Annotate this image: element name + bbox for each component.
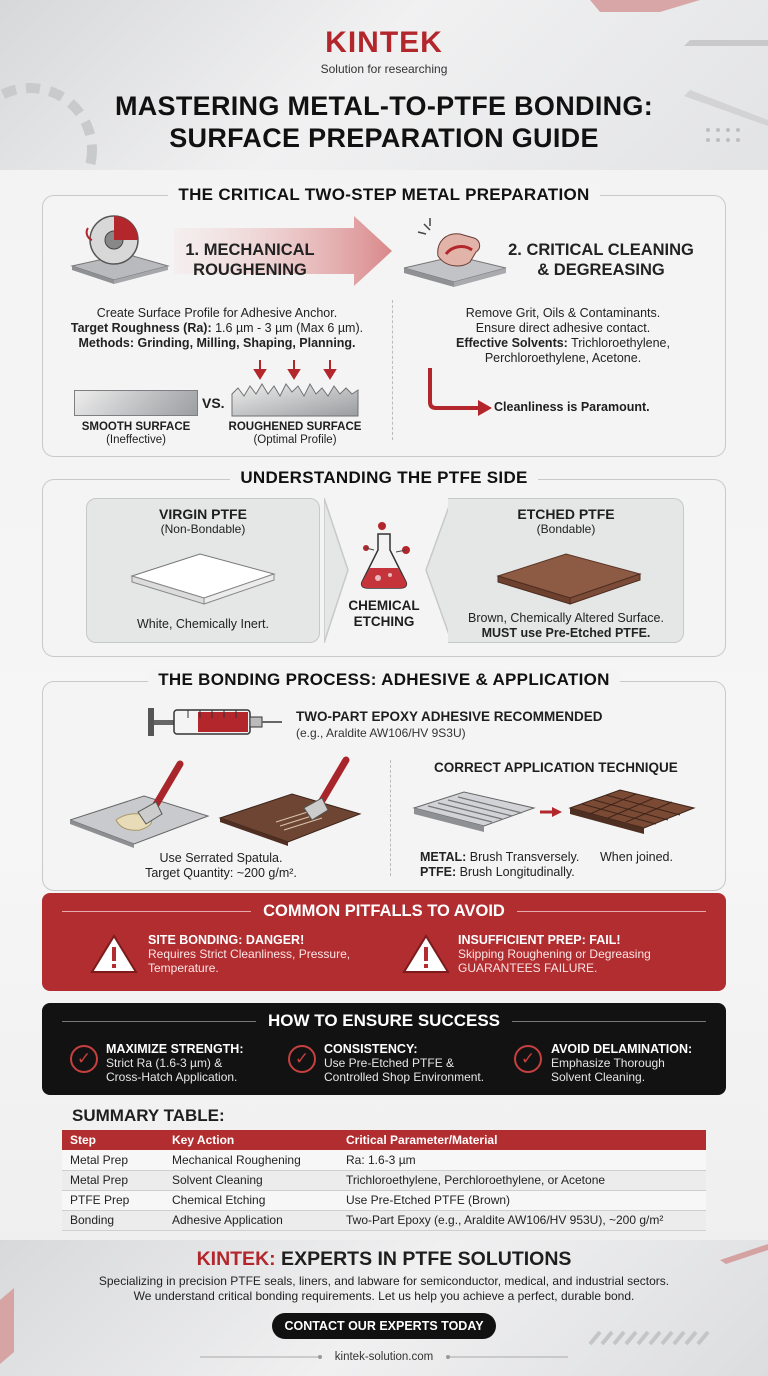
- step2-description: [418, 306, 708, 366]
- bonding-divider: [390, 760, 391, 876]
- spatula-caption: [96, 851, 346, 881]
- methods-label: Methods:: [78, 336, 135, 350]
- table-cell: Bonding: [62, 1210, 164, 1230]
- pitfall-text: Requires Strict Cleanliness, Pressure,: [148, 947, 351, 961]
- rough-label: ROUGHENED SURFACE: [228, 421, 362, 433]
- success-title: HOW TO ENSURE SUCCESS: [256, 1011, 512, 1031]
- solvents-label: Effective Solvents:: [456, 336, 568, 350]
- bonding-title-wrap: [42, 670, 726, 690]
- table-cell: Solvent Cleaning: [164, 1170, 338, 1190]
- etched-ptfe-sheet: [494, 546, 644, 612]
- flask-icon: [352, 520, 416, 592]
- technique-caption: [420, 850, 620, 880]
- table-cell: Adhesive Application: [164, 1210, 338, 1230]
- table-cell: Use Pre-Etched PTFE (Brown): [338, 1190, 706, 1210]
- ptfe-label: PTFE:: [420, 865, 457, 879]
- spatula-line1: Use Serrated Spatula.: [159, 851, 283, 865]
- success-heading: CONSISTENCY:: [324, 1042, 418, 1056]
- step1-description: [50, 306, 384, 351]
- metal-label: METAL:: [420, 850, 467, 864]
- step2-title-line2: & DEGREASING: [537, 261, 665, 279]
- success-item-delamination: [551, 1042, 721, 1084]
- step2-title: [496, 240, 706, 280]
- check-icon: ✓: [288, 1045, 316, 1073]
- step2-line1: Remove Grit, Oils & Contaminants.: [465, 306, 661, 320]
- smooth-surface-caption: [66, 421, 206, 447]
- wiping-hand-icon: [400, 216, 510, 290]
- success-item-strength: [106, 1042, 276, 1084]
- footer-line1: Specializing in precision PTFE seals, liners, and labware for semiconductor, medical, and industrial sectors.: [98, 1274, 670, 1288]
- ptfe-technique: [420, 865, 620, 880]
- table-cell: Mechanical Roughening: [164, 1150, 338, 1170]
- etched-sub: (Bondable): [536, 522, 596, 536]
- metal-prep-title-wrap: [42, 185, 726, 205]
- brand-tagline: Solution for researching: [320, 62, 448, 76]
- table-cell: Metal Prep: [62, 1150, 164, 1170]
- bonding-title: THE BONDING PROCESS: ADHESIVE & APPLICATION: [148, 670, 619, 690]
- check-icon: ✓: [514, 1045, 542, 1073]
- footer-brand: KINTEK:: [196, 1248, 276, 1270]
- metal-prep-divider: [392, 300, 393, 440]
- warning-icon: [402, 933, 450, 975]
- page-title: [0, 90, 768, 154]
- table-header-cell: Critical Parameter/Material: [338, 1130, 706, 1150]
- metal-text: Brush Transversely.: [466, 850, 580, 864]
- metal-technique: [420, 850, 620, 865]
- contact-button[interactable]: CONTACT OUR EXPERTS TODAY: [272, 1313, 496, 1339]
- solvents-value2: Perchloroethylene, Acetone.: [484, 351, 642, 365]
- roughness-label: Target Roughness (Ra):: [70, 321, 212, 335]
- step2-line2: Ensure direct adhesive contact.: [475, 321, 651, 335]
- pitfall-text: GUARANTEES FAILURE.: [458, 961, 598, 975]
- success-heading: MAXIMIZE STRENGTH:: [106, 1042, 244, 1056]
- etched-title: ETCHED PTFE: [517, 506, 615, 522]
- check-icon: ✓: [70, 1045, 98, 1073]
- warning-icon: [90, 933, 138, 975]
- etched-ptfe-header: [448, 506, 684, 536]
- cleanliness-callout: Cleanliness is Paramount.: [494, 400, 650, 414]
- pitfall-item-insufficient-prep: [458, 933, 708, 975]
- joined-caption: When joined.: [600, 850, 673, 864]
- pitfall-heading: SITE BONDING: DANGER!: [148, 933, 305, 947]
- success-text: Cross-Hatch Application.: [106, 1070, 238, 1084]
- step1-desc-line: Create Surface Profile for Adhesive Anchor.: [96, 306, 338, 320]
- ptfe-title: UNDERSTANDING THE PTFE SIDE: [230, 468, 537, 488]
- footer-headline: [0, 1248, 768, 1271]
- table-row: [62, 1190, 706, 1210]
- pitfalls-title-wrap: [42, 902, 726, 921]
- pitfalls-title: COMMON PITFALLS TO AVOID: [251, 902, 517, 921]
- pitfall-text: Temperature.: [148, 961, 219, 975]
- ptfe-text: Brush Longitudinally.: [456, 865, 575, 879]
- etching-line1: CHEMICAL: [348, 598, 420, 613]
- ptfe-title-wrap: [42, 468, 726, 488]
- callout-arrow-icon: [424, 366, 496, 416]
- chemical-etching-label: [334, 598, 434, 630]
- virgin-title: VIRGIN PTFE: [159, 506, 247, 522]
- table-cell: PTFE Prep: [62, 1190, 164, 1210]
- footer-headline-text: EXPERTS IN PTFE SOLUTIONS: [275, 1248, 572, 1270]
- vs-label: VS.: [202, 395, 225, 411]
- page-title-line1: MASTERING METAL-TO-PTFE BONDING:: [114, 91, 654, 121]
- step1-roughness: [50, 321, 384, 336]
- success-text: Emphasize Thorough: [551, 1056, 665, 1070]
- step1-title-line2: ROUGHENING: [193, 261, 307, 279]
- step2-solvents: [418, 336, 708, 351]
- adhesive-example: (e.g., Araldite AW106/HV 9S3U): [296, 726, 466, 740]
- virgin-ptfe-header: [86, 506, 320, 536]
- grinder-icon: [66, 210, 170, 286]
- methods-value: Grinding, Milling, Shaping, Planning.: [134, 336, 356, 350]
- page-title-line2: SURFACE PREPARATION GUIDE: [169, 123, 599, 153]
- success-text: Strict Ra (1.6-3 µm) &: [106, 1056, 223, 1070]
- table-header-row: [62, 1130, 706, 1150]
- success-title-wrap: [42, 1011, 726, 1031]
- solvents-value: Trichloroethylene,: [567, 336, 670, 350]
- etched-must: MUST use Pre-Etched PTFE.: [481, 626, 651, 640]
- summary-table: [62, 1130, 706, 1231]
- etched-desc: Brown, Chemically Altered Surface.: [468, 611, 664, 625]
- table-cell: Ra: 1.6-3 µm: [338, 1150, 706, 1170]
- step1-title: [170, 240, 330, 280]
- table-cell: Two-Part Epoxy (e.g., Araldite AW106/HV 953U), ~200 g/m²: [338, 1210, 706, 1230]
- website-link[interactable]: kintek-solution.com: [334, 1351, 434, 1363]
- application-technique-illustration: [410, 778, 700, 842]
- footer-description: [10, 1274, 758, 1304]
- table-row: [62, 1170, 706, 1190]
- metal-prep-title: THE CRITICAL TWO-STEP METAL PREPARATION: [168, 185, 599, 205]
- table-header-cell: Key Action: [164, 1130, 338, 1150]
- spatula-illustration: [70, 752, 410, 848]
- success-text: Controlled Shop Environment.: [324, 1070, 485, 1084]
- technique-title: CORRECT APPLICATION TECHNIQUE: [434, 760, 678, 775]
- success-item-consistency: [324, 1042, 514, 1084]
- brand-logo: KINTEK: [325, 26, 443, 59]
- step2-title-line1: 2. CRITICAL CLEANING: [508, 241, 694, 259]
- table-row: [62, 1150, 706, 1170]
- summary-title: SUMMARY TABLE:: [72, 1106, 225, 1125]
- success-heading: AVOID DELAMINATION:: [551, 1042, 693, 1056]
- spatula-line2: Target Quantity: ~200 g/m².: [145, 866, 297, 880]
- step1-title-line1: 1. MECHANICAL: [185, 241, 315, 259]
- pitfall-item-site-bonding: [148, 933, 378, 975]
- roughness-value: 1.6 µm - 3 µm (Max 6 µm).: [211, 321, 364, 335]
- success-text: Use Pre-Etched PTFE &: [324, 1056, 455, 1070]
- syringe-icon: [148, 704, 284, 740]
- adhesive-title: TWO-PART EPOXY ADHESIVE RECOMMENDED: [296, 709, 603, 724]
- etching-line2: ETCHING: [353, 614, 415, 629]
- virgin-ptfe-sheet: [128, 546, 278, 612]
- table-cell: Chemical Etching: [164, 1190, 338, 1210]
- rough-surface-illustration: [230, 358, 360, 418]
- table-row: [62, 1210, 706, 1230]
- pitfall-text: Skipping Roughening or Degreasing: [458, 947, 651, 961]
- table-cell: Metal Prep: [62, 1170, 164, 1190]
- smooth-note: (Ineffective): [106, 434, 166, 446]
- rough-note: (Optimal Profile): [253, 434, 337, 446]
- virgin-desc: White, Chemically Inert.: [137, 617, 269, 631]
- success-text: Solvent Cleaning.: [551, 1070, 646, 1084]
- smooth-surface-illustration: [74, 390, 198, 416]
- table-cell: Trichloroethylene, Perchloroethylene, or Acetone: [338, 1170, 706, 1190]
- footer-line2: We understand critical bonding requirements. Let us help you achieve a perfect, durable bond.: [133, 1289, 635, 1303]
- table-header-cell: Step: [62, 1130, 164, 1150]
- pitfall-heading: INSUFFICIENT PREP: FAIL!: [458, 933, 621, 947]
- rough-surface-caption: [220, 421, 370, 447]
- virgin-sub: (Non-Bondable): [160, 522, 246, 536]
- step1-methods: [50, 336, 384, 351]
- etched-desc-block: [448, 611, 684, 641]
- smooth-label: SMOOTH SURFACE: [81, 421, 191, 433]
